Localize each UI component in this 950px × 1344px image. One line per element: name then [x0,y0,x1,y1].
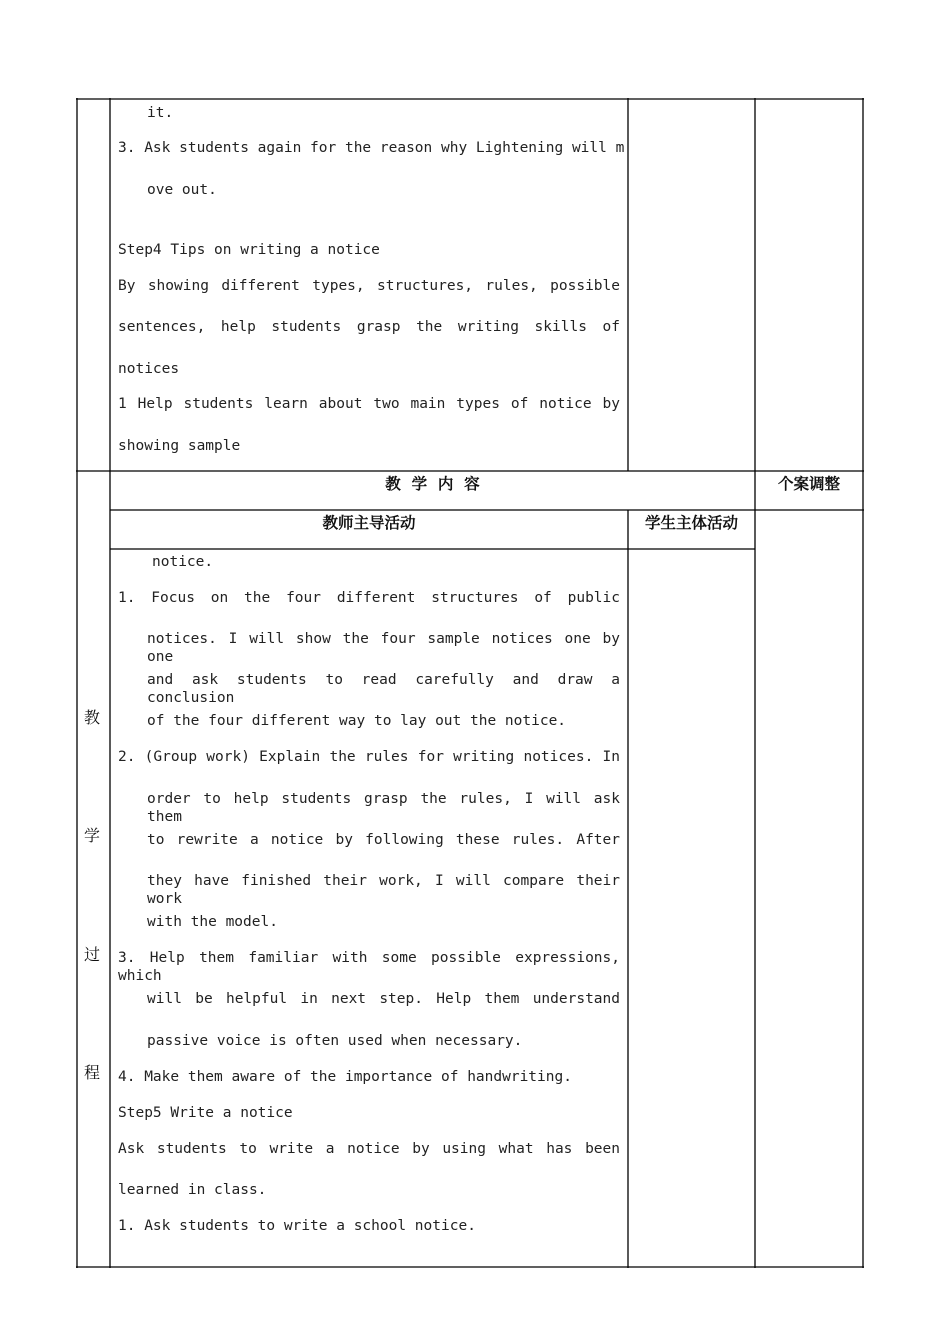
content-line: of the four different way to lay out the notice. [147,713,567,729]
content-line: to rewrite a notice by following these rules. After [147,832,620,848]
content-line: passive voice is often used when necessary. [147,1033,523,1049]
content-line: 2. (Group work) Explain the rules for writing notices. In [118,749,620,765]
side-label-char: 程 [84,1063,101,1082]
content-line: and ask students to read carefully and draw a conclusion [147,672,620,706]
content-line: 1. Ask students to write a school notice. [118,1218,476,1234]
content-line: notices. I will show the four sample notices one by one [147,631,620,665]
side-label-char: 过 [84,945,101,964]
content-line: 1. Focus on the four different structures of public [118,590,620,606]
content-line: 3. Help them familiar with some possible expressions, which [118,950,620,984]
continued-line: sentences, help students grasp the writing skills of [118,319,620,335]
content-line: notice. [152,554,214,570]
continued-line: ove out. [147,182,217,198]
content-line: with the model. [147,914,278,930]
content-line: learned in class. [118,1182,267,1198]
header-teaching-content: 教 学 内 容 [385,475,480,493]
content-line: will be helpful in next step. Help them understand [147,991,620,1007]
continued-line: 3. Ask students again for the reason why Lightening will m [118,140,625,156]
continued-line: notices [118,361,180,377]
header-teacher-activity: 教师主导活动 [322,514,416,532]
continued-line: 1 Help students learn about two main types of notice by [118,396,620,412]
continued-line: By showing different types, structures, rules, possible [118,278,620,294]
continued-line: it. [147,105,174,121]
header-case-adjustment: 个案调整 [777,475,840,493]
content-line: 4. Make them aware of the importance of handwriting. [118,1069,572,1085]
content-line: order to help students grasp the rules, I will ask them [147,791,620,825]
content-line: Step5 Write a notice [118,1105,293,1121]
side-label-char: 教 [84,708,101,727]
continued-line: Step4 Tips on writing a notice [118,242,380,258]
continued-line: showing sample [118,438,241,454]
side-label-char: 学 [84,826,101,845]
content-line: they have finished their work, I will compare their work [147,873,620,907]
lesson-plan-table [76,98,864,1268]
header-student-activity: 学生主体活动 [644,514,738,532]
content-line: Ask students to write a notice by using what has been [118,1141,620,1157]
